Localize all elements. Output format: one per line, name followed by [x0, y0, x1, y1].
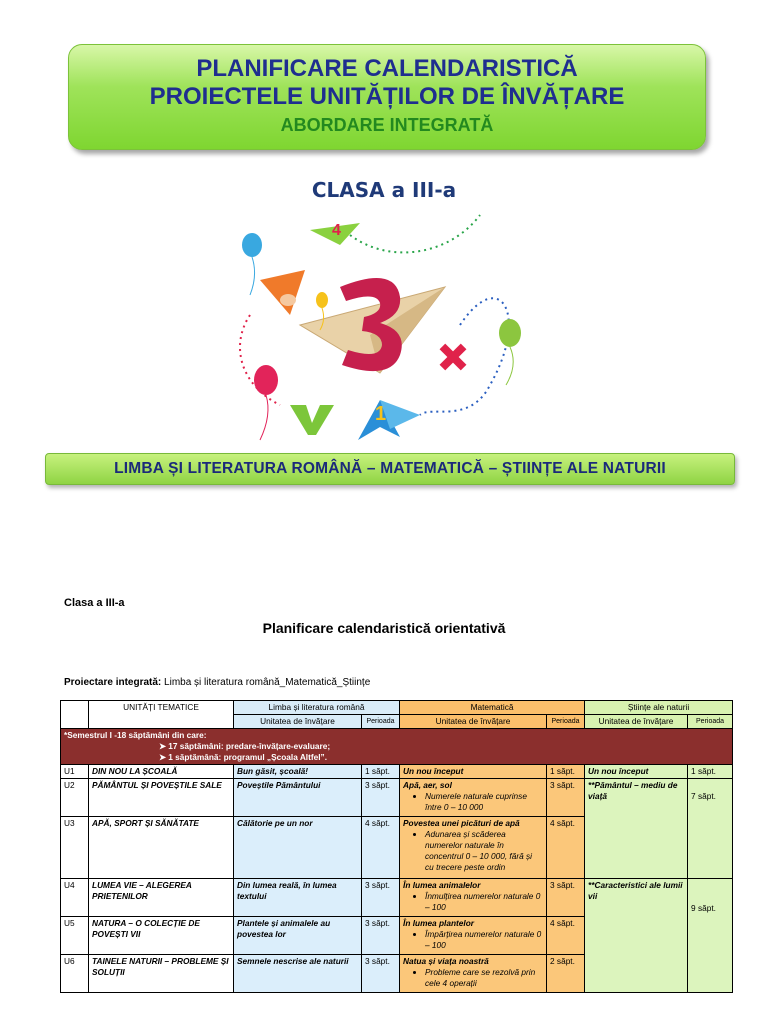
proiectare-value: Limba și literatura română_Matematică_Științe: [161, 677, 371, 688]
st-period: 7 săpt.: [688, 779, 733, 879]
ma-unit: [400, 917, 547, 955]
table-row: [61, 779, 733, 817]
class-heading: CLASA a III-a: [311, 178, 457, 202]
table-row: [61, 765, 733, 779]
ro-unit: Semnele nescrise ale naturii: [234, 955, 362, 993]
subject-bar-text: LIMBA ȘI LITERATURA ROMÂNĂ – MATEMATICĂ – ȘTIINȚE ALE NATURII: [114, 460, 666, 477]
ma-period: 2 săpt.: [547, 955, 585, 993]
unit-id: U5: [61, 917, 89, 955]
orange-paper-shape-icon: [260, 270, 305, 315]
ma-unit-title: Apă, aer, sol: [403, 780, 452, 790]
subheader-perioada-st: Perioada: [688, 715, 733, 729]
planning-table: [60, 700, 733, 993]
subheader-unitatea-st: Unitatea de învățare: [585, 715, 688, 729]
st-unit: **Caracteristici ale lumii vii: [585, 879, 688, 993]
unit-theme: LUMEA VIE – ALEGEREA PRIETENILOR: [89, 879, 234, 917]
semester-row: [61, 729, 733, 765]
semester-line3: ➤ 1 săptămână: programul „Școala Altfel”.: [159, 752, 328, 762]
header-blank: [61, 701, 89, 729]
proiectare-line: [64, 677, 370, 688]
unit-id: U1: [61, 765, 89, 779]
ma-unit-title: În lumea plantelor: [403, 918, 475, 928]
unit-id: U3: [61, 817, 89, 879]
title-banner: [68, 44, 706, 150]
header-unitati: UNITĂȚI TEMATICE: [89, 701, 234, 729]
ro-unit: Plantele și animalele au povestea lor: [234, 917, 362, 955]
subheader-unitatea-ma: Unitatea de învățare: [400, 715, 547, 729]
ma-unit: [400, 779, 547, 817]
subheader-perioada-ro: Perioada: [362, 715, 400, 729]
ro-period: 3 săpt.: [362, 955, 400, 993]
ro-period: 3 săpt.: [362, 779, 400, 817]
zero-shape-icon: [280, 294, 296, 306]
unit-theme: NATURA – O COLECȚIE DE POVEȘTI VII: [89, 917, 234, 955]
unit-theme: PĂMÂNTUL ȘI POVEȘTILE SALE: [89, 779, 234, 817]
ro-unit: Bun găsit, școală!: [234, 765, 362, 779]
banner-subtitle: ABORDARE INTEGRATĂ: [280, 115, 494, 135]
unit-theme: TAINELE NATURII – PROBLEME ȘI SOLUȚII: [89, 955, 234, 993]
proiectare-label: Proiectare integrată:: [64, 677, 162, 688]
unit-id: U2: [61, 779, 89, 817]
ma-unit-title: În lumea animalelor: [403, 880, 481, 890]
ma-period: 4 săpt.: [547, 817, 585, 879]
unit-theme: DIN NOU LA ȘCOALĂ: [89, 765, 234, 779]
ro-period: 3 săpt.: [362, 917, 400, 955]
ro-period: 4 săpt.: [362, 817, 400, 879]
ro-unit: Poveștile Pământului: [234, 779, 362, 817]
ma-unit-bullet: • Numerele naturale cuprinse între 0 – 10 000: [425, 791, 543, 813]
semester-line1: *Semestrul I -18 săptămâni din care:: [64, 730, 207, 740]
multiply-sign-icon: [440, 344, 467, 371]
document-class-label: Clasa a III-a: [64, 597, 125, 609]
st-unit: Un nou început: [585, 765, 688, 779]
unit-theme: APĂ, SPORT ȘI SĂNĂTATE: [89, 817, 234, 879]
ma-period: 3 săpt.: [547, 779, 585, 817]
ma-unit-bullet: • Probleme care se rezolvă prin cele 4 operații: [425, 967, 543, 989]
document-title: Planificare calendaristică orientativă: [262, 620, 506, 636]
ma-unit-title: Povestea unei picături de apă: [403, 818, 520, 828]
header-matematica: Matematică: [400, 701, 585, 715]
st-unit: **Pământul – mediu de viață: [585, 779, 688, 879]
banner-title-line1: PLANIFICARE CALENDARISTICĂ: [196, 55, 578, 82]
banner-title-line2: PROIECTELE UNITĂȚILOR DE ÎNVĂȚARE: [149, 83, 625, 110]
header-romana: Limba și literatura română: [234, 701, 400, 715]
semester-line2: ➤ 17 săptămâni: predare-învățare-evaluare;: [159, 741, 331, 751]
header-stiinte: Științe ale naturii: [585, 701, 733, 715]
table-row: [61, 879, 733, 917]
ro-unit: Călătorie pe un nor: [234, 817, 362, 879]
subject-bar: [45, 453, 735, 485]
ma-unit-bullet: • Împărțirea numerelor naturale 0 – 100: [425, 929, 543, 951]
subheader-unitatea-ro: Unitatea de învățare: [234, 715, 362, 729]
ma-unit: [400, 817, 547, 879]
star-shape-icon: [358, 400, 420, 440]
ma-unit: [400, 955, 547, 993]
green-v-shape-icon: [290, 405, 334, 435]
decorative-illustration: [230, 205, 540, 455]
ma-period: 3 săpt.: [547, 879, 585, 917]
ma-period: 4 săpt.: [547, 917, 585, 955]
ma-unit: [400, 879, 547, 917]
unit-id: U6: [61, 955, 89, 993]
unit-id: U4: [61, 879, 89, 917]
ro-period: 1 săpt.: [362, 765, 400, 779]
ma-period: 1 săpt.: [547, 765, 585, 779]
ma-unit-bullet: • Adunarea și scăderea numerelor naturale în concentrul 0 – 10 000, fără și cu trecere peste ordin: [425, 829, 543, 873]
st-period: 9 săpt.: [688, 879, 733, 993]
ma-unit-bullet: • Înmulțirea numerelor naturale 0 – 100: [425, 891, 543, 913]
ma-unit: Un nou început: [400, 765, 547, 779]
st-period: 1 săpt.: [688, 765, 733, 779]
subheader-perioada-ma: Perioada: [547, 715, 585, 729]
ma-unit-title: Natua și viața noastră: [403, 956, 489, 966]
number-one-icon: 1: [375, 403, 387, 425]
ro-period: 3 săpt.: [362, 879, 400, 917]
ro-unit: Din lumea reală, în lumea textului: [234, 879, 362, 917]
number-four-icon: 4: [332, 222, 341, 239]
